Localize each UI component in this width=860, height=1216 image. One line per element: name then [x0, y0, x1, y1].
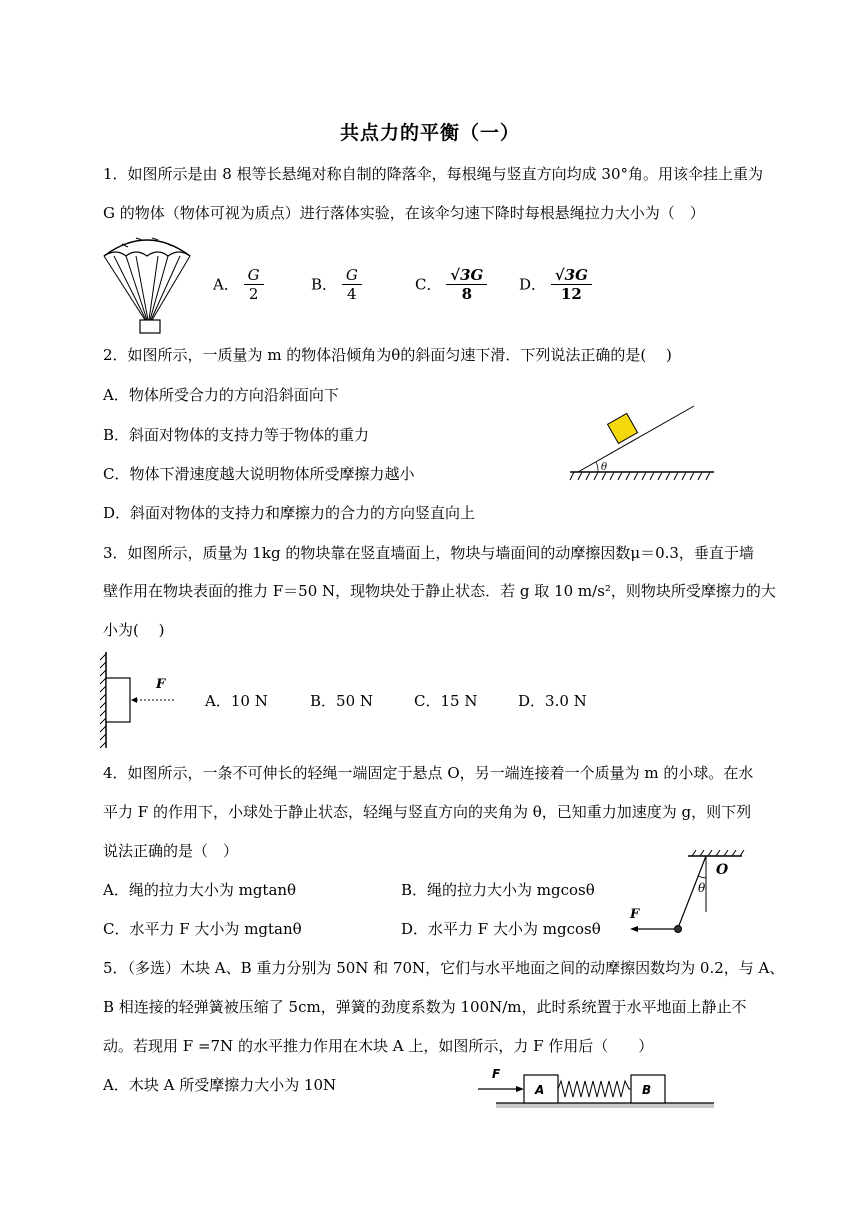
- q2-option-d[interactable]: D．斜面对物体的支持力和摩擦力的合力的方向竖直向上: [103, 504, 476, 522]
- option-label: D．: [519, 275, 547, 294]
- q4-stem-line1: 4．如图所示，一条不可伸长的轻绳一端固定于悬点 O，另一端连接着一个质量为 m 的小球。在水: [103, 764, 754, 782]
- q3-stem-line3: 小为( ): [103, 621, 165, 639]
- q4-option-c[interactable]: C．水平力 F 大小为 mgtanθ: [103, 920, 302, 938]
- block-b-label: B: [642, 1083, 652, 1097]
- q3-stem-line2: 壁作用在物块表面的推力 F＝50 N，现物块处于静止状态．若 g 取 10 m/s²，则物块所受摩擦力的大: [103, 582, 776, 600]
- point-label: O: [716, 862, 729, 878]
- q1-stem-line1: 1．如图所示是由 8 根等长悬绳对称自制的降落伞，每根绳与竖直方向均成 30°角。用该伞挂上重为: [103, 165, 763, 183]
- angle-label: θ: [698, 881, 706, 895]
- fraction: $\frac{G}{2}$: [244, 266, 264, 303]
- q5-option-a[interactable]: A．木块 A 所受摩擦力大小为 10N: [103, 1076, 337, 1094]
- q5-stem-line2: B 相连接的轻弹簧被压缩了 5cm，弹簧的劲度系数为 100N/m，此时系统置于水平地面上静止不: [103, 998, 747, 1016]
- q1-option-c[interactable]: [415, 266, 487, 303]
- q3-option-a[interactable]: A．10 N: [205, 692, 268, 710]
- q1-option-b[interactable]: [311, 266, 362, 303]
- force-label: F: [156, 677, 166, 692]
- spring-blocks-figure: [476, 1064, 718, 1110]
- q5-stem-line3: 动。若现用 F =7N 的水平推力作用在木块 A 上，如图所示，力 F 作用后（ ）: [103, 1037, 654, 1055]
- parachute-figure: [100, 234, 195, 336]
- option-label: A．: [213, 275, 239, 294]
- q4-stem-line3: 说法正确的是（ ）: [103, 842, 239, 860]
- force-label: F: [492, 1067, 501, 1081]
- page-title: 共点力的平衡（一）: [339, 122, 520, 144]
- q3-stem-line1: 3．如图所示，质量为 1kg 的物块靠在竖直墙面上，物块与墙面间的动摩擦因数μ＝0.3，垂直于墙: [103, 544, 754, 562]
- wall-block-figure: [98, 650, 178, 750]
- option-label: B．: [311, 275, 338, 294]
- q1-option-d[interactable]: [519, 266, 592, 303]
- q4-stem-line2: 平力 F 的作用下，小球处于静止状态，轻绳与竖直方向的夹角为 θ，已知重力加速度为 g，则下列: [103, 803, 752, 821]
- q2-stem: 2．如图所示，一质量为 m 的物体沿倾角为θ的斜面匀速下滑．下列说法正确的是( ): [103, 346, 672, 364]
- q5-stem-line1: 5．（多选）木块 A、B 重力分别为 50N 和 70N，它们与水平地面之间的动摩擦因数均为 0.2，与 A、: [103, 959, 785, 977]
- q4-option-b[interactable]: B．绳的拉力大小为 mgcosθ: [401, 881, 595, 899]
- q3-option-c[interactable]: C．15 N: [414, 692, 478, 710]
- q3-option-d[interactable]: D．3.0 N: [518, 692, 587, 710]
- block-a-label: A: [535, 1083, 545, 1097]
- q1-stem-line2: G 的物体（物体可视为质点）进行落体实验，在该伞匀速下降时每根悬绳拉力大小为（ ）: [103, 204, 705, 222]
- q2-option-c[interactable]: C．物体下滑速度越大说明物体所受摩擦力越小: [103, 465, 415, 483]
- angle-label: θ: [601, 462, 608, 473]
- pendulum-figure: [626, 850, 746, 942]
- q1-option-a[interactable]: [213, 266, 264, 303]
- q2-option-b[interactable]: B．斜面对物体的支持力等于物体的重力: [103, 426, 370, 444]
- force-label: F: [630, 907, 640, 922]
- incline-figure: [568, 402, 716, 484]
- fraction: $\frac{G}{4}$: [342, 266, 362, 303]
- q4-option-a[interactable]: A．绳的拉力大小为 mgtanθ: [103, 881, 297, 899]
- q4-option-d[interactable]: D．水平力 F 大小为 mgcosθ: [401, 920, 601, 938]
- q2-option-a[interactable]: A．物体所受合力的方向沿斜面向下: [103, 386, 339, 404]
- option-label: C．: [415, 275, 442, 294]
- fraction: $\frac{√3G}{8}$: [446, 266, 487, 303]
- fraction: $\frac{√3G}{12}$: [551, 266, 592, 303]
- q3-option-b[interactable]: B．50 N: [310, 692, 374, 710]
